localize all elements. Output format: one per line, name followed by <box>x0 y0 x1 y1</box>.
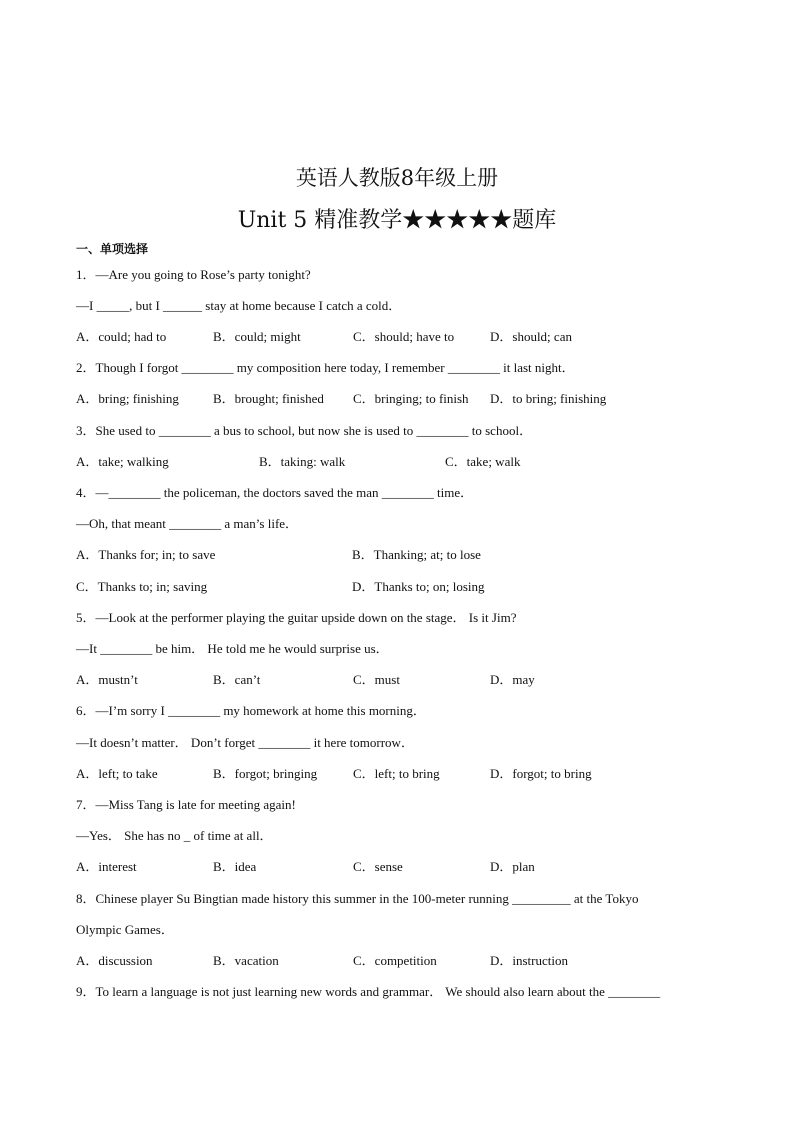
question-6-options <box>76 766 726 782</box>
question-7-options <box>76 859 726 875</box>
question-6-option-a: A．left; to take <box>76 766 158 781</box>
question-1-options <box>76 329 726 345</box>
question-7-option-a: A．interest <box>76 859 137 874</box>
question-4-option-d: D．Thanks to; on; losing <box>352 579 485 594</box>
question-6-line-2: —It doesn’t matter． Don’t forget ________ it here tomorrow． <box>76 735 414 750</box>
question-1-option-a: A．could; had to <box>76 329 167 344</box>
question-1-line-2: —I _____, but I ______ stay at home because I catch a cold． <box>76 298 402 313</box>
question-5-line-2: —It ________ be him． He told me he would surprise us． <box>76 641 389 656</box>
question-7-line-1: 7．—Miss Tang is late for meeting again! <box>76 797 296 812</box>
question-5-line-1: 5．—Look at the performer playing the guitar upside down on the stage． Is it Jim? <box>76 610 517 625</box>
question-8-option-c: C．competition <box>353 953 437 968</box>
question-7-line-2: —Yes． She has no _ of time at all． <box>76 828 273 843</box>
question-2-option-a: A．bring; finishing <box>76 391 179 406</box>
question-5-option-b: B．can’t <box>213 672 261 687</box>
question-4-option-c: C．Thanks to; in; saving <box>76 579 208 594</box>
question-7-option-d: D．plan <box>490 859 535 874</box>
question-8-line-1: 8．Chinese player Su Bingtian made history this summer in the 100-meter running _________ at the Tokyo <box>76 891 639 906</box>
question-2-options <box>76 391 726 407</box>
question-1-option-b: B．could; might <box>213 329 301 344</box>
document-title: 英语人教版8年级上册 <box>295 166 499 190</box>
document-subtitle: Unit 5 精准教学★★★★★题库 <box>237 208 557 233</box>
question-1-option-d: D．should; can <box>490 329 572 344</box>
question-8-line-2: Olympic Games． <box>76 922 174 937</box>
question-8-option-b: B．vacation <box>213 953 279 968</box>
question-3-option-c: C．take; walk <box>445 454 521 469</box>
question-5-option-c: C．must <box>353 672 400 687</box>
question-7-option-b: B．idea <box>213 859 257 874</box>
question-3-line-1: 3．She used to ________ a bus to school, but now she is used to ________ to school． <box>76 423 533 438</box>
question-4-line-2: —Oh, that meant ________ a man’s life． <box>76 516 299 531</box>
question-4-line-1: 4．—________ the policeman, the doctors saved the man ________ time． <box>76 485 474 500</box>
question-5-option-a: A．mustn’t <box>76 672 138 687</box>
question-2-option-c: C．bringing; to finish <box>353 391 469 406</box>
question-3-option-a: A．take; walking <box>76 454 169 469</box>
question-2-option-b: B．brought; finished <box>213 391 324 406</box>
question-1-line-1: 1．—Are you going to Rose’s party tonight? <box>76 267 311 282</box>
question-6-option-c: C．left; to bring <box>353 766 440 781</box>
question-6-option-b: B．forgot; bringing <box>213 766 318 781</box>
question-3-option-b: B．taking: walk <box>259 454 346 469</box>
question-4-options-row-2 <box>76 579 726 595</box>
question-9-line-1: 9．To learn a language is not just learning new words and grammar． We should also learn about the ________ <box>76 984 661 999</box>
section-heading: 一、单项选择 <box>76 242 149 256</box>
question-6-option-d: D．forgot; to bring <box>490 766 592 781</box>
question-2-option-d: D．to bring; finishing <box>490 391 607 406</box>
question-4-options-row-1 <box>76 547 726 563</box>
question-4-option-b: B．Thanking; at; to lose <box>352 547 481 562</box>
question-2-line-1: 2．Though I forgot ________ my composition here today, I remember ________ it last night． <box>76 360 575 375</box>
question-8-option-d: D．instruction <box>490 953 568 968</box>
question-6-line-1: 6．—I’m sorry I ________ my homework at home this morning． <box>76 703 426 718</box>
question-8-options <box>76 953 726 969</box>
question-7-option-c: C．sense <box>353 859 403 874</box>
question-5-options <box>76 672 726 688</box>
question-3-options <box>76 454 726 470</box>
question-1-option-c: C．should; have to <box>353 329 455 344</box>
question-8-option-a: A．discussion <box>76 953 153 968</box>
question-5-option-d: D．may <box>490 672 535 687</box>
question-4-option-a: A．Thanks for; in; to save <box>76 547 216 562</box>
